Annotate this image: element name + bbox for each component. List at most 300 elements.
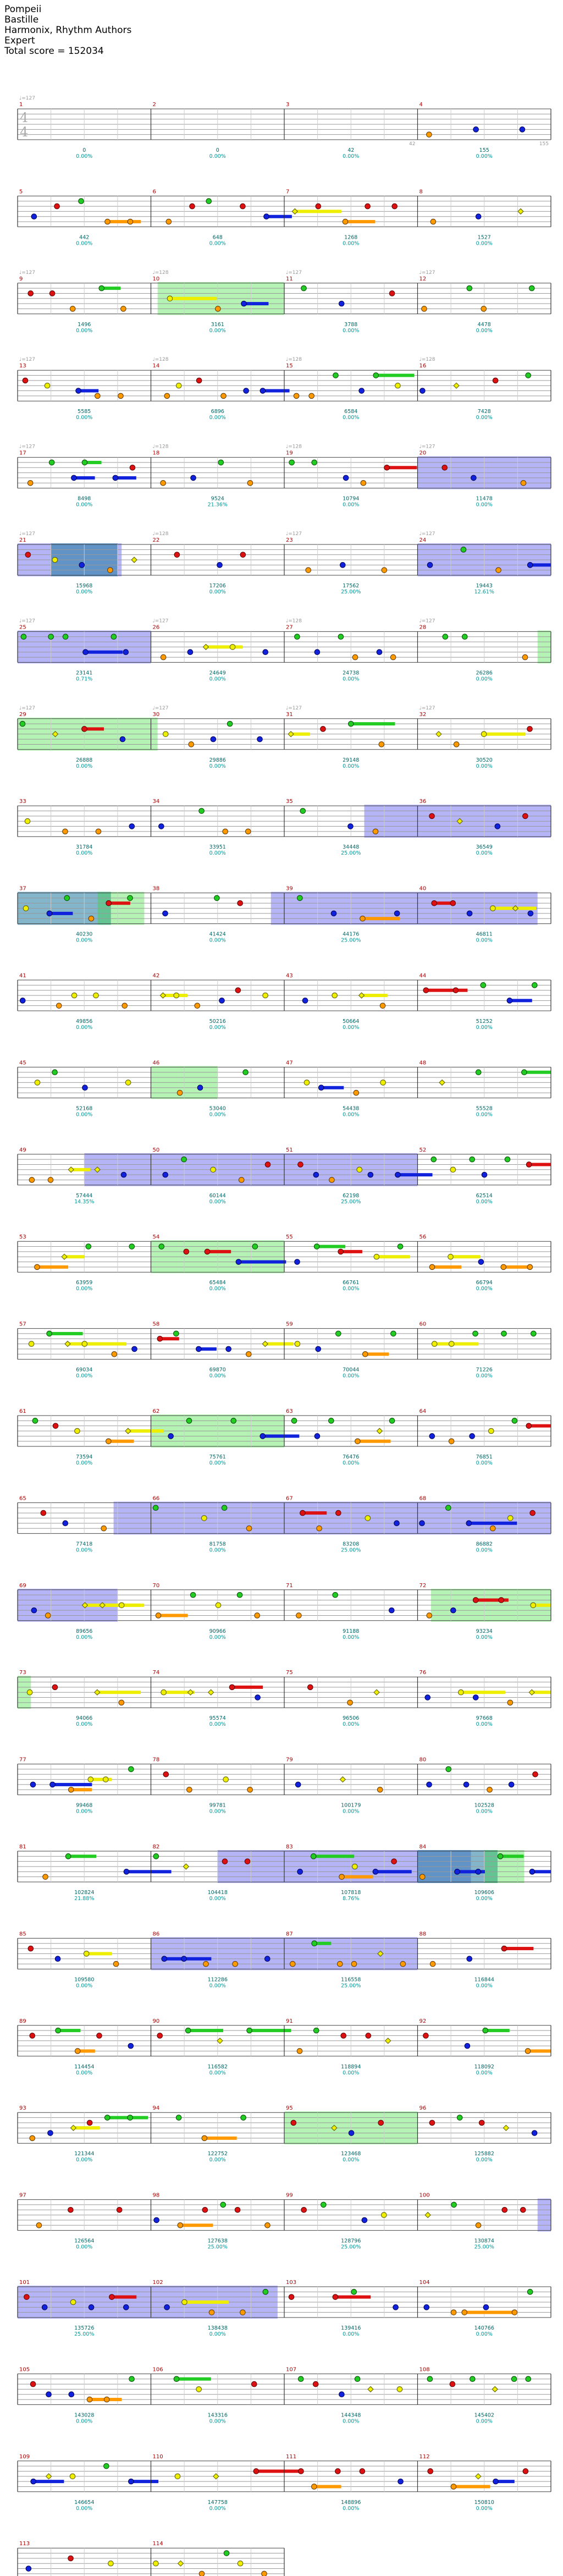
note-gem-red (238, 900, 243, 906)
measure-score: 118894 (341, 2063, 361, 2070)
measure-percent: 0.00% (209, 1460, 226, 1466)
note-gem-green (338, 634, 344, 640)
note-gem-yellow (238, 2561, 243, 2566)
measure-percent: 0.00% (209, 850, 226, 857)
measure-number: 91 (286, 2018, 293, 2024)
measure-number: 81 (19, 1844, 26, 1850)
measure-number: 85 (19, 1931, 26, 1937)
sustain-tail (266, 215, 291, 218)
sustain-tail (314, 2485, 341, 2488)
note-gem-yellow (216, 1603, 221, 1608)
note-gem-yellow (529, 1689, 534, 1695)
measure-score: 24738 (343, 670, 360, 676)
chart-row (18, 2018, 551, 2076)
tempo-marker: ♩=127 (19, 531, 35, 537)
note-gem-orange (247, 1787, 253, 1792)
measure-score: 130874 (474, 2238, 494, 2244)
tempo-marker: ♩=127 (19, 705, 35, 711)
note-gem-yellow (23, 906, 29, 911)
measure-score: 40230 (76, 931, 93, 938)
note-gem-orange (361, 480, 366, 486)
note-gem-green (311, 1854, 316, 1859)
note-gem-yellow (425, 2212, 430, 2218)
chart-row (18, 706, 551, 769)
note-gem-green (185, 2028, 191, 2033)
chart-row (18, 1844, 551, 1902)
measure-percent: 0.00% (76, 2244, 93, 2250)
sustain-tail (244, 302, 269, 305)
note-gem-red (523, 2469, 528, 2474)
sustain-tail (432, 1265, 461, 1269)
measure-percent: 0.00% (476, 1111, 493, 1118)
note-gem-blue (42, 2305, 47, 2310)
note-gem-yellow (108, 2561, 114, 2566)
note-gem-green (312, 1941, 317, 1946)
note-gem-orange (48, 1177, 53, 1183)
note-gem-green (241, 2115, 246, 2121)
measure-score: 125882 (474, 2151, 494, 2157)
measure-score: 81758 (209, 1541, 226, 1548)
note-gem-red (432, 900, 437, 906)
measure-number: 89 (19, 2018, 26, 2024)
measure-number: 73 (19, 1670, 26, 1676)
note-gem-yellow (449, 1341, 454, 1347)
note-gem-blue (219, 998, 225, 1004)
note-gem-red (235, 2207, 240, 2212)
sustain-tail (164, 1957, 212, 1961)
tempo-marker: ♩=127 (152, 705, 169, 711)
measure-number: 1 (19, 102, 23, 108)
note-gem-orange (312, 2484, 317, 2490)
measure-score: 3788 (344, 321, 358, 328)
sustain-tail (126, 1870, 172, 1873)
note-gem-green (451, 2202, 457, 2208)
note-gem-yellow (374, 1254, 379, 1259)
note-gem-yellow (531, 1603, 536, 1608)
measure-percent: 0.00% (209, 2505, 226, 2512)
measure-number: 66 (152, 1495, 160, 1502)
note-gem-blue (124, 2305, 129, 2310)
measure-number: 6 (152, 189, 156, 195)
note-gem-red (428, 2469, 433, 2474)
note-gem-yellow (385, 2038, 391, 2044)
note-gem-green (129, 1766, 134, 1772)
measure-number: 46 (152, 1060, 160, 1066)
note-gem-orange (490, 1526, 495, 1531)
note-gem-blue (377, 649, 382, 655)
note-gem-yellow (395, 383, 401, 388)
measure-score: 24649 (209, 670, 226, 676)
note-gem-green (64, 895, 70, 901)
note-gem-green (431, 1157, 437, 1162)
note-gem-blue (295, 1782, 301, 1787)
measure-score: 66761 (343, 1280, 360, 1286)
measure-score: 77418 (76, 1541, 93, 1548)
note-gem-blue (260, 388, 266, 394)
note-gem-blue (331, 911, 336, 916)
note-gem-yellow (201, 1516, 207, 1521)
note-gem-green (498, 1854, 503, 1859)
measure-number: 95 (286, 2105, 293, 2112)
note-gem-green (237, 1592, 242, 1598)
note-gem-orange (265, 2222, 271, 2228)
measure-number: 93 (19, 2105, 26, 2112)
measure-percent: 0.00% (209, 1198, 226, 1205)
sustain-tail (398, 1173, 432, 1176)
note-gem-orange (352, 654, 358, 660)
note-gem-yellow (476, 2474, 481, 2479)
note-gem-blue (349, 2131, 354, 2136)
note-gem-orange (380, 1003, 385, 1009)
note-gem-orange (294, 393, 299, 399)
note-gem-red (308, 1685, 313, 1690)
measure-number: 11 (286, 276, 293, 282)
measure-number: 102 (152, 2280, 163, 2286)
chart-row (18, 1931, 551, 1989)
measure-number: 107 (286, 2366, 297, 2373)
note-gem-green (473, 1331, 478, 1336)
chart-row (18, 2193, 551, 2250)
note-gem-blue (476, 1869, 481, 1875)
measure-percent: 0.00% (209, 327, 226, 334)
note-gem-yellow (84, 1951, 89, 1957)
measure-score: 31784 (76, 844, 93, 851)
note-gem-red (502, 2207, 507, 2212)
note-gem-orange (449, 1439, 454, 1444)
measure-score: 69034 (76, 1367, 93, 1373)
note-gem-blue (168, 1434, 174, 1439)
note-gem-green (483, 2028, 488, 2033)
tempo-marker: ♩=128 (152, 357, 169, 363)
sustain-tail (107, 220, 141, 223)
measure-number: 103 (286, 2280, 297, 2286)
note-gem-red (157, 2033, 163, 2039)
measure-percent: 0.00% (209, 2331, 226, 2337)
note-gem-green (231, 1418, 236, 1424)
note-gem-green (63, 634, 68, 640)
note-gem-green (82, 460, 87, 465)
measure-score: 63959 (76, 1280, 93, 1286)
note-gem-green (227, 721, 233, 726)
measure-percent: 0.00% (76, 502, 93, 508)
note-gem-blue (20, 998, 25, 1004)
measure-percent: 0.00% (76, 2069, 93, 2076)
note-gem-blue (31, 2479, 36, 2484)
chart-row (18, 973, 551, 1031)
note-gem-red (423, 2033, 429, 2039)
note-gem-orange (96, 829, 101, 834)
note-gem-red (97, 2033, 102, 2039)
measure-number: 17 (19, 450, 26, 456)
note-gem-yellow (213, 2474, 219, 2479)
measure-percent: 0.00% (343, 1634, 360, 1641)
note-gem-blue (162, 1956, 167, 1962)
sustain-tail (205, 2137, 237, 2140)
measure-number: 7 (286, 189, 290, 195)
note-gem-blue (393, 2305, 399, 2310)
measure-score: 91188 (343, 1628, 360, 1634)
note-gem-green (186, 1418, 192, 1424)
note-gem-yellow (93, 993, 99, 998)
note-gem-yellow (29, 1341, 34, 1347)
measure-percent: 0.00% (209, 676, 226, 682)
measure-number: 56 (419, 1234, 427, 1241)
measure-number: 96 (419, 2105, 427, 2112)
note-gem-blue (297, 1869, 303, 1875)
measure-score: 42 (347, 147, 355, 153)
note-gem-blue (420, 1521, 425, 1526)
measure-score: 62198 (343, 1192, 360, 1199)
measure-percent: 0.00% (209, 1808, 226, 1815)
measure-percent: 0.00% (76, 1721, 93, 1728)
note-gem-green (297, 895, 303, 901)
note-gem-green (446, 1766, 451, 1772)
note-gem-red (163, 1771, 169, 1777)
note-gem-blue (429, 1434, 435, 1439)
measure-percent: 0.00% (476, 1721, 493, 1728)
note-gem-red (520, 2207, 526, 2212)
sustain-tail (170, 297, 217, 300)
measure-percent: 0.00% (76, 415, 93, 421)
note-gem-blue (46, 2392, 52, 2397)
note-gem-yellow (163, 731, 168, 737)
note-gem-orange (476, 2222, 481, 2228)
note-gem-red (291, 2120, 296, 2126)
note-gem-green (313, 2028, 319, 2033)
note-gem-blue (154, 2217, 159, 2223)
sustain-tail (68, 1854, 96, 1858)
sustain-tail (376, 1870, 412, 1873)
measure-score: 104418 (207, 1890, 228, 1896)
note-gem-yellow (70, 2299, 76, 2305)
note-gem-blue (318, 1085, 324, 1091)
note-gem-orange (166, 219, 172, 224)
note-gem-blue (236, 1259, 241, 1265)
note-gem-green (526, 2376, 531, 2382)
note-gem-green (476, 1070, 481, 1075)
note-gem-green (529, 285, 534, 291)
measure-percent: 0.00% (343, 1460, 360, 1466)
measure-number: 14 (152, 363, 160, 370)
measure-number: 5 (19, 189, 23, 195)
note-gem-blue (197, 1085, 203, 1091)
measure-percent: 0.00% (476, 937, 493, 944)
tempo-marker: ♩=127 (19, 269, 35, 276)
sustain-tail (131, 2480, 158, 2483)
tempo-marker: ♩=128 (419, 357, 435, 363)
note-gem-red (384, 465, 390, 470)
measure-number: 27 (286, 624, 293, 631)
note-gem-yellow (432, 1341, 437, 1347)
measure-score: 150810 (474, 2499, 494, 2506)
note-gem-yellow (88, 1777, 93, 1782)
note-gem-orange (216, 306, 221, 312)
measure-score: 75761 (209, 1454, 226, 1460)
note-gem-blue (211, 736, 216, 742)
note-gem-yellow (125, 1428, 131, 1434)
tempo-marker: ♩=128 (286, 618, 302, 624)
note-gem-orange (329, 1177, 335, 1183)
sustain-tail (317, 1245, 345, 1248)
measure-score: 93234 (476, 1628, 493, 1634)
note-gem-yellow (176, 383, 181, 388)
note-gem-blue (394, 911, 400, 916)
measure-number: 88 (419, 1931, 427, 1937)
measure-number: 15 (286, 363, 293, 370)
note-gem-green (446, 1505, 451, 1511)
measure-percent: 21.36% (207, 502, 228, 508)
chart-row (18, 189, 551, 246)
sustain-tail (362, 994, 388, 997)
measure-number: 68 (419, 1495, 427, 1502)
measure-score: 8498 (78, 496, 91, 502)
measure-percent: 0.00% (209, 1373, 226, 1379)
note-gem-green (206, 199, 212, 204)
measure-score: 41424 (209, 931, 226, 938)
chart-row (18, 270, 551, 334)
note-gem-orange (43, 1874, 48, 1880)
measure-percent: 0.00% (209, 589, 226, 595)
measure-number: 40 (419, 885, 427, 892)
note-gem-red (196, 378, 202, 383)
note-gem-red (391, 1859, 397, 1864)
time-signature-denominator: 4 (20, 124, 29, 140)
measure-score: 15968 (76, 583, 93, 589)
measure-percent: 0.00% (76, 1547, 93, 1554)
measure-percent: 0.00% (76, 327, 93, 334)
note-gem-green (243, 1070, 249, 1075)
note-gem-yellow (359, 993, 365, 998)
note-gem-red (338, 1249, 344, 1254)
sustain-tail (49, 912, 73, 915)
note-gem-red (299, 2469, 304, 2474)
note-gem-blue (30, 1782, 36, 1787)
measure-score: 5585 (78, 409, 91, 415)
sustain-tail (263, 1434, 300, 1438)
note-gem-orange (178, 2222, 183, 2228)
note-gem-blue (420, 388, 426, 394)
note-gem-orange (337, 1961, 343, 1967)
note-gem-blue (473, 127, 479, 133)
measure-number: 28 (419, 624, 427, 631)
note-gem-orange (429, 1264, 435, 1270)
note-gem-blue (398, 2479, 404, 2484)
measure-number: 20 (419, 450, 427, 456)
note-gem-orange (382, 568, 387, 573)
measure-number: 67 (286, 1495, 293, 1502)
sustain-tail (109, 901, 130, 905)
note-gem-red (301, 2207, 307, 2212)
measure-score: 100179 (341, 1802, 361, 1809)
measure-score: 102824 (74, 1890, 95, 1896)
note-gem-red (300, 1510, 306, 1516)
note-gem-blue (373, 1869, 378, 1875)
note-gem-orange (108, 568, 113, 573)
note-gem-orange (462, 2310, 467, 2315)
measure-score: 118092 (474, 2063, 494, 2070)
sustain-tail (313, 1854, 354, 1858)
note-gem-blue (471, 475, 477, 481)
note-gem-red (87, 2120, 92, 2126)
measure-percent: 0.00% (343, 1373, 360, 1379)
measure-number: 18 (152, 450, 160, 456)
measure-score: 116844 (474, 1977, 494, 1983)
note-gem-green (291, 1418, 297, 1424)
note-gem-green (247, 2028, 252, 2033)
measure-percent: 0.00% (76, 2157, 93, 2164)
note-gem-yellow (75, 1428, 80, 1434)
measure-score: 30520 (476, 757, 493, 763)
song-title: Pompeii (4, 4, 42, 15)
note-gem-red (202, 2207, 208, 2212)
note-gem-yellow (450, 1167, 456, 1173)
measure-number: 69 (19, 1582, 26, 1589)
measure-number: 47 (286, 1060, 293, 1066)
measure-percent: 0.00% (76, 1983, 93, 1989)
measure-percent: 25.00% (74, 2331, 95, 2337)
sustain-tail (434, 1342, 478, 1346)
note-gem-yellow (374, 1689, 379, 1695)
measure-score: 53040 (209, 1105, 226, 1112)
measure-number: 76 (419, 1670, 427, 1676)
measure-score: 135726 (74, 2325, 95, 2331)
measure-number: 39 (286, 885, 293, 892)
note-gem-green (461, 547, 466, 553)
measure-percent: 0.00% (343, 2069, 360, 2076)
measure-number: 109 (19, 2453, 30, 2460)
measure-score: 19443 (476, 583, 493, 589)
sustain-tail (263, 389, 290, 393)
measure-number: 63 (286, 1408, 293, 1414)
measure-percent: 0.00% (76, 1373, 93, 1379)
note-gem-orange (355, 1439, 361, 1444)
measure-percent: 0.00% (476, 415, 493, 421)
chart-row (18, 1670, 551, 1727)
note-gem-yellow (71, 993, 77, 998)
note-gem-orange (209, 2310, 214, 2315)
note-gem-red (235, 988, 241, 993)
note-gem-blue (340, 563, 345, 568)
note-gem-yellow (377, 1428, 382, 1434)
measure-score: 55528 (476, 1105, 493, 1112)
note-gem-orange (203, 1961, 209, 1967)
sustain-tail (524, 1071, 551, 1074)
sustain-tail (335, 2296, 371, 2299)
measure-score: 1268 (344, 234, 358, 241)
note-gem-orange (481, 306, 487, 312)
note-gem-green (398, 1244, 403, 1250)
note-gem-red (106, 900, 112, 906)
measure-score: 94066 (76, 1715, 93, 1722)
note-gem-green (79, 199, 84, 204)
note-gem-yellow (490, 906, 496, 911)
measure-number: 31 (286, 711, 293, 718)
note-gem-red (68, 2207, 74, 2212)
measure-percent: 0.00% (209, 1634, 226, 1641)
note-gem-red (23, 378, 28, 383)
note-gem-red (429, 2120, 435, 2126)
note-gem-orange (101, 1526, 107, 1531)
measure-number: 48 (419, 1060, 427, 1066)
tempo-marker: ♩=127 (19, 444, 35, 450)
measure-score: 50664 (343, 1019, 360, 1025)
note-gem-yellow (230, 645, 235, 650)
note-gem-yellow (340, 1777, 345, 1782)
note-gem-green (526, 373, 531, 378)
measure-number: 41 (19, 973, 26, 979)
note-gem-blue (473, 1695, 478, 1700)
tempo-marker: ♩=128 (286, 357, 302, 363)
